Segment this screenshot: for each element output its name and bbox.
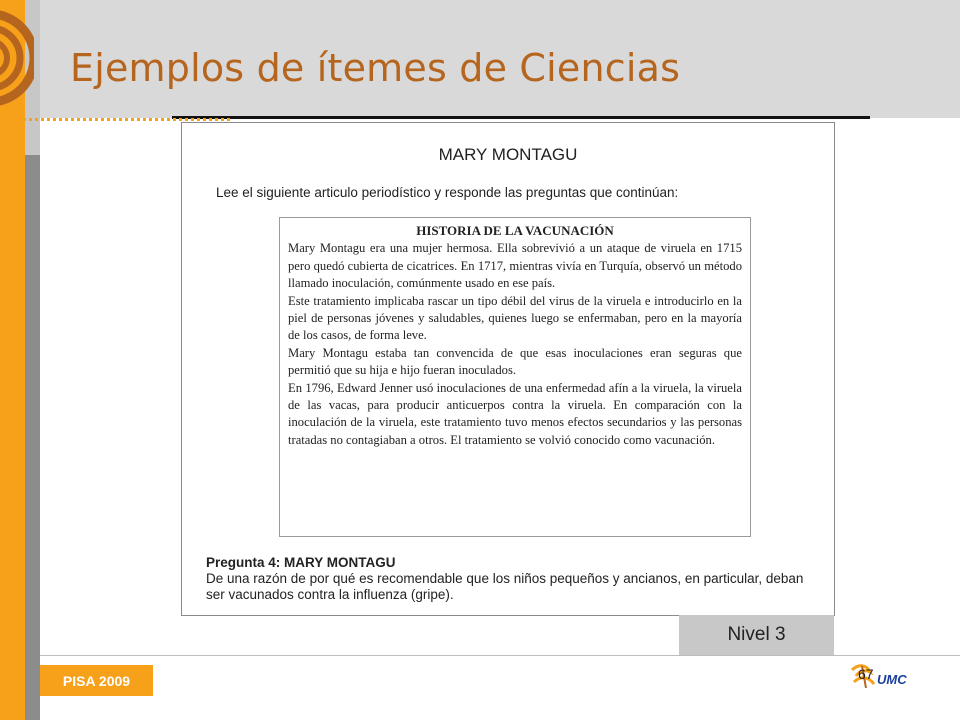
article-paragraph: En 1796, Edward Jenner usó inoculaciones de una enfermedad afín a la viruela, la viruela de las vacas, para producir anticuerpos contra la viruela. En comparación con la inoculación de la viruela, este tratamiento tuvo menos efectos secundarios y las personas tratadas no contagiaban a otros. El tratamiento se volvió conocido como vacunación.: [288, 380, 742, 447]
question-title: Pregunta 4: MARY MONTAGU: [206, 555, 396, 570]
dotted-divider: [0, 118, 230, 121]
article-paragraph: Este tratamiento implicaba rascar un tipo débil del virus de la viruela e introducirlo en la piel de personas jóvenes y saludables, quienes luego se enfermaban, pero en la mayoría de los casos, de forma leve.: [288, 293, 742, 343]
umc-logo-text: UMC: [877, 672, 907, 687]
article-box: [279, 217, 751, 537]
item-title: MARY MONTAGU: [438, 145, 578, 164]
article-paragraph: Mary Montagu estaba tan convencida de que esas inoculaciones eran seguras que permitió que su hija e hijo fueran inoculados.: [288, 345, 742, 378]
question-text: De una razón de por qué es recomendable que los niños pequeños y ancianos, en particular, deban ser vacunados contra la influenza (gripe).: [206, 571, 804, 602]
footer-rule: [40, 655, 960, 656]
page-number: 67: [858, 666, 874, 682]
article-title: HISTORIA DE LA VACUNACIÓN: [416, 223, 614, 238]
left-orange-bar: [0, 0, 25, 720]
question-block: [206, 555, 816, 603]
level-badge: Nivel 3: [679, 615, 834, 655]
footer-pisa-label: PISA 2009: [40, 665, 153, 696]
swirl-logo-icon: [0, 8, 34, 108]
item-instructions: Lee el siguiente articulo periodístico y responde las preguntas que continúan:: [216, 185, 679, 200]
header-rule: [172, 116, 870, 119]
item-card: [181, 122, 835, 616]
article-paragraph: Mary Montagu era una mujer hermosa. Ella sobrevivió a un ataque de viruela en 1715 pero quedó cubierta de cicatrices. En 1717, mientras vivía en Turquía, observó un método llamado inoculación, comúnmente usado en ese país.: [288, 241, 742, 291]
slide-title: Ejemplos de ítemes de Ciencias: [70, 46, 681, 90]
